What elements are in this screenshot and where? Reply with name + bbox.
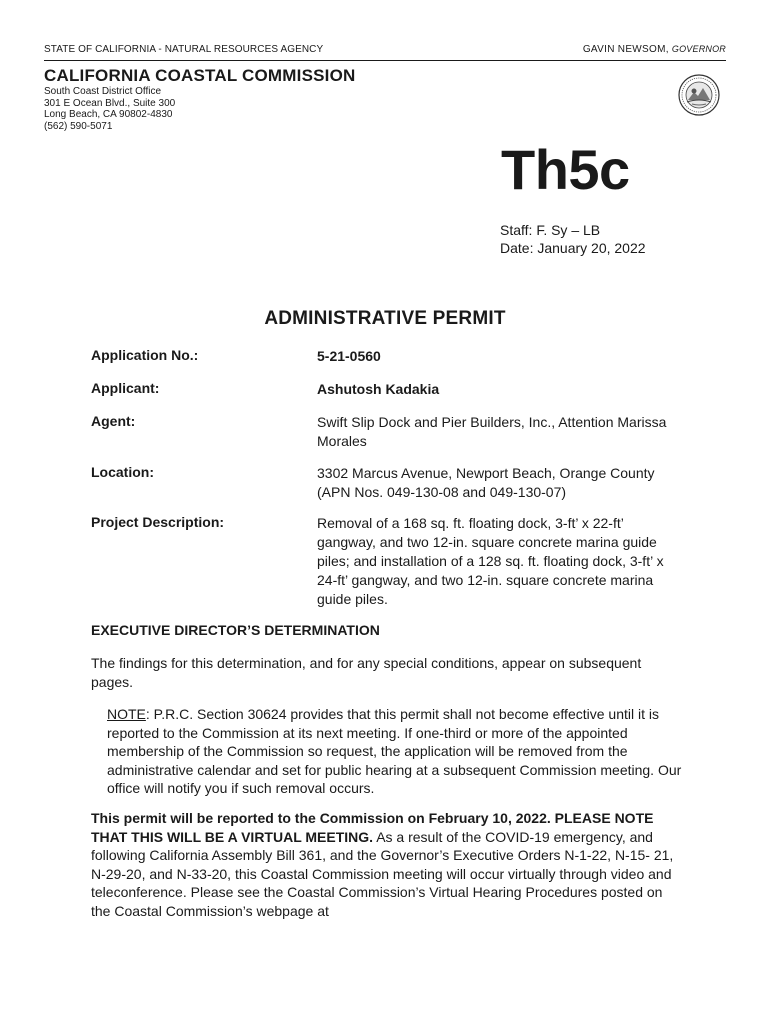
address-line: 301 E Ocean Blvd., Suite 300 [44,97,176,109]
report-bold-text: This permit will be reported to the Commission on February 10, 2022. PLEASE NOTE THAT THIS WILL BE A VIRTUAL MEETING. [91,810,654,845]
location-label: Location: [91,464,154,480]
document-title: ADMINISTRATIVE PERMIT [264,308,506,329]
governor-title: GOVERNOR [671,44,726,54]
application-number-value: 5-21-0560 [317,348,381,364]
commission-name: CALIFORNIA COASTAL COMMISSION [44,66,356,85]
report-text: As a result of the COVID-19 emergency, and following California Assembly Bill 361, and the Governor’s Executive Orders N-1-22, N-15- 21, N-29-20, and N-33-20, this Coastal Commission meeting will occur virtually through video and teleconference. Please see the Coastal Commission’s Virtual Hearing Procedures posted on the Coastal Commission’s webpage at [91,828,674,919]
agenda-item-number: Th5c [501,138,630,201]
report-paragraph [91,809,681,920]
address-line: (562) 590-5071 [44,120,113,132]
letterhead-bar [44,44,726,61]
address-line: South Coast District Office [44,86,162,97]
agency-line: STATE OF CALIFORNIA - NATURAL RESOURCES AGENCY [44,44,324,55]
date-line: Date: January 20, 2022 [500,240,646,256]
note-label: NOTE [107,706,146,722]
note-paragraph [107,705,682,798]
agent-value: Swift Slip Dock and Pier Builders, Inc., Attention Marissa Morales [317,414,667,449]
address-line: Long Beach, CA 90802-4830 [44,109,173,120]
findings-paragraph: The findings for this determination, and for any special conditions, appear on subsequent pages. [91,655,642,690]
district-office-address [44,86,175,132]
application-number-label: Application No.: [91,347,199,363]
governor-name: GAVIN NEWSOM, [582,44,669,55]
state-seal-icon [678,74,720,116]
determination-heading: EXECUTIVE DIRECTOR’S DETERMINATION [91,622,380,638]
applicant-value: Ashutosh Kadakia [317,381,440,397]
location-value: 3302 Marcus Avenue, Newport Beach, Orange County (APN Nos. 049-130-08 and 049-130-07) [317,465,655,500]
project-description-label: Project Description: [91,514,225,530]
staff-line: Staff: F. Sy – LB [500,222,601,238]
project-description-value: Removal of a 168 sq. ft. floating dock, 3-ft’ x 22-ft’ gangway, and two 12-in. square concrete marina guide piles; and installation of a 128 sq. ft. floating dock, 3-ft’ x 24-ft’ gangway, and two 12-in. square concrete marina guide piles. [317,515,664,607]
agent-label: Agent: [91,413,136,429]
governor-line [583,44,726,55]
applicant-label: Applicant: [91,380,160,396]
staff-block [500,221,646,257]
note-text: : P.R.C. Section 30624 provides that this permit shall not become effective until it is reported to the Commission at its next meeting. If one-third or more of the appointed membership of the Commission so request, the application will be removed from the administrative calendar and set for public hearing at a subsequent Commission meeting. Our office will notify you if such removal occurs. [107,706,682,796]
